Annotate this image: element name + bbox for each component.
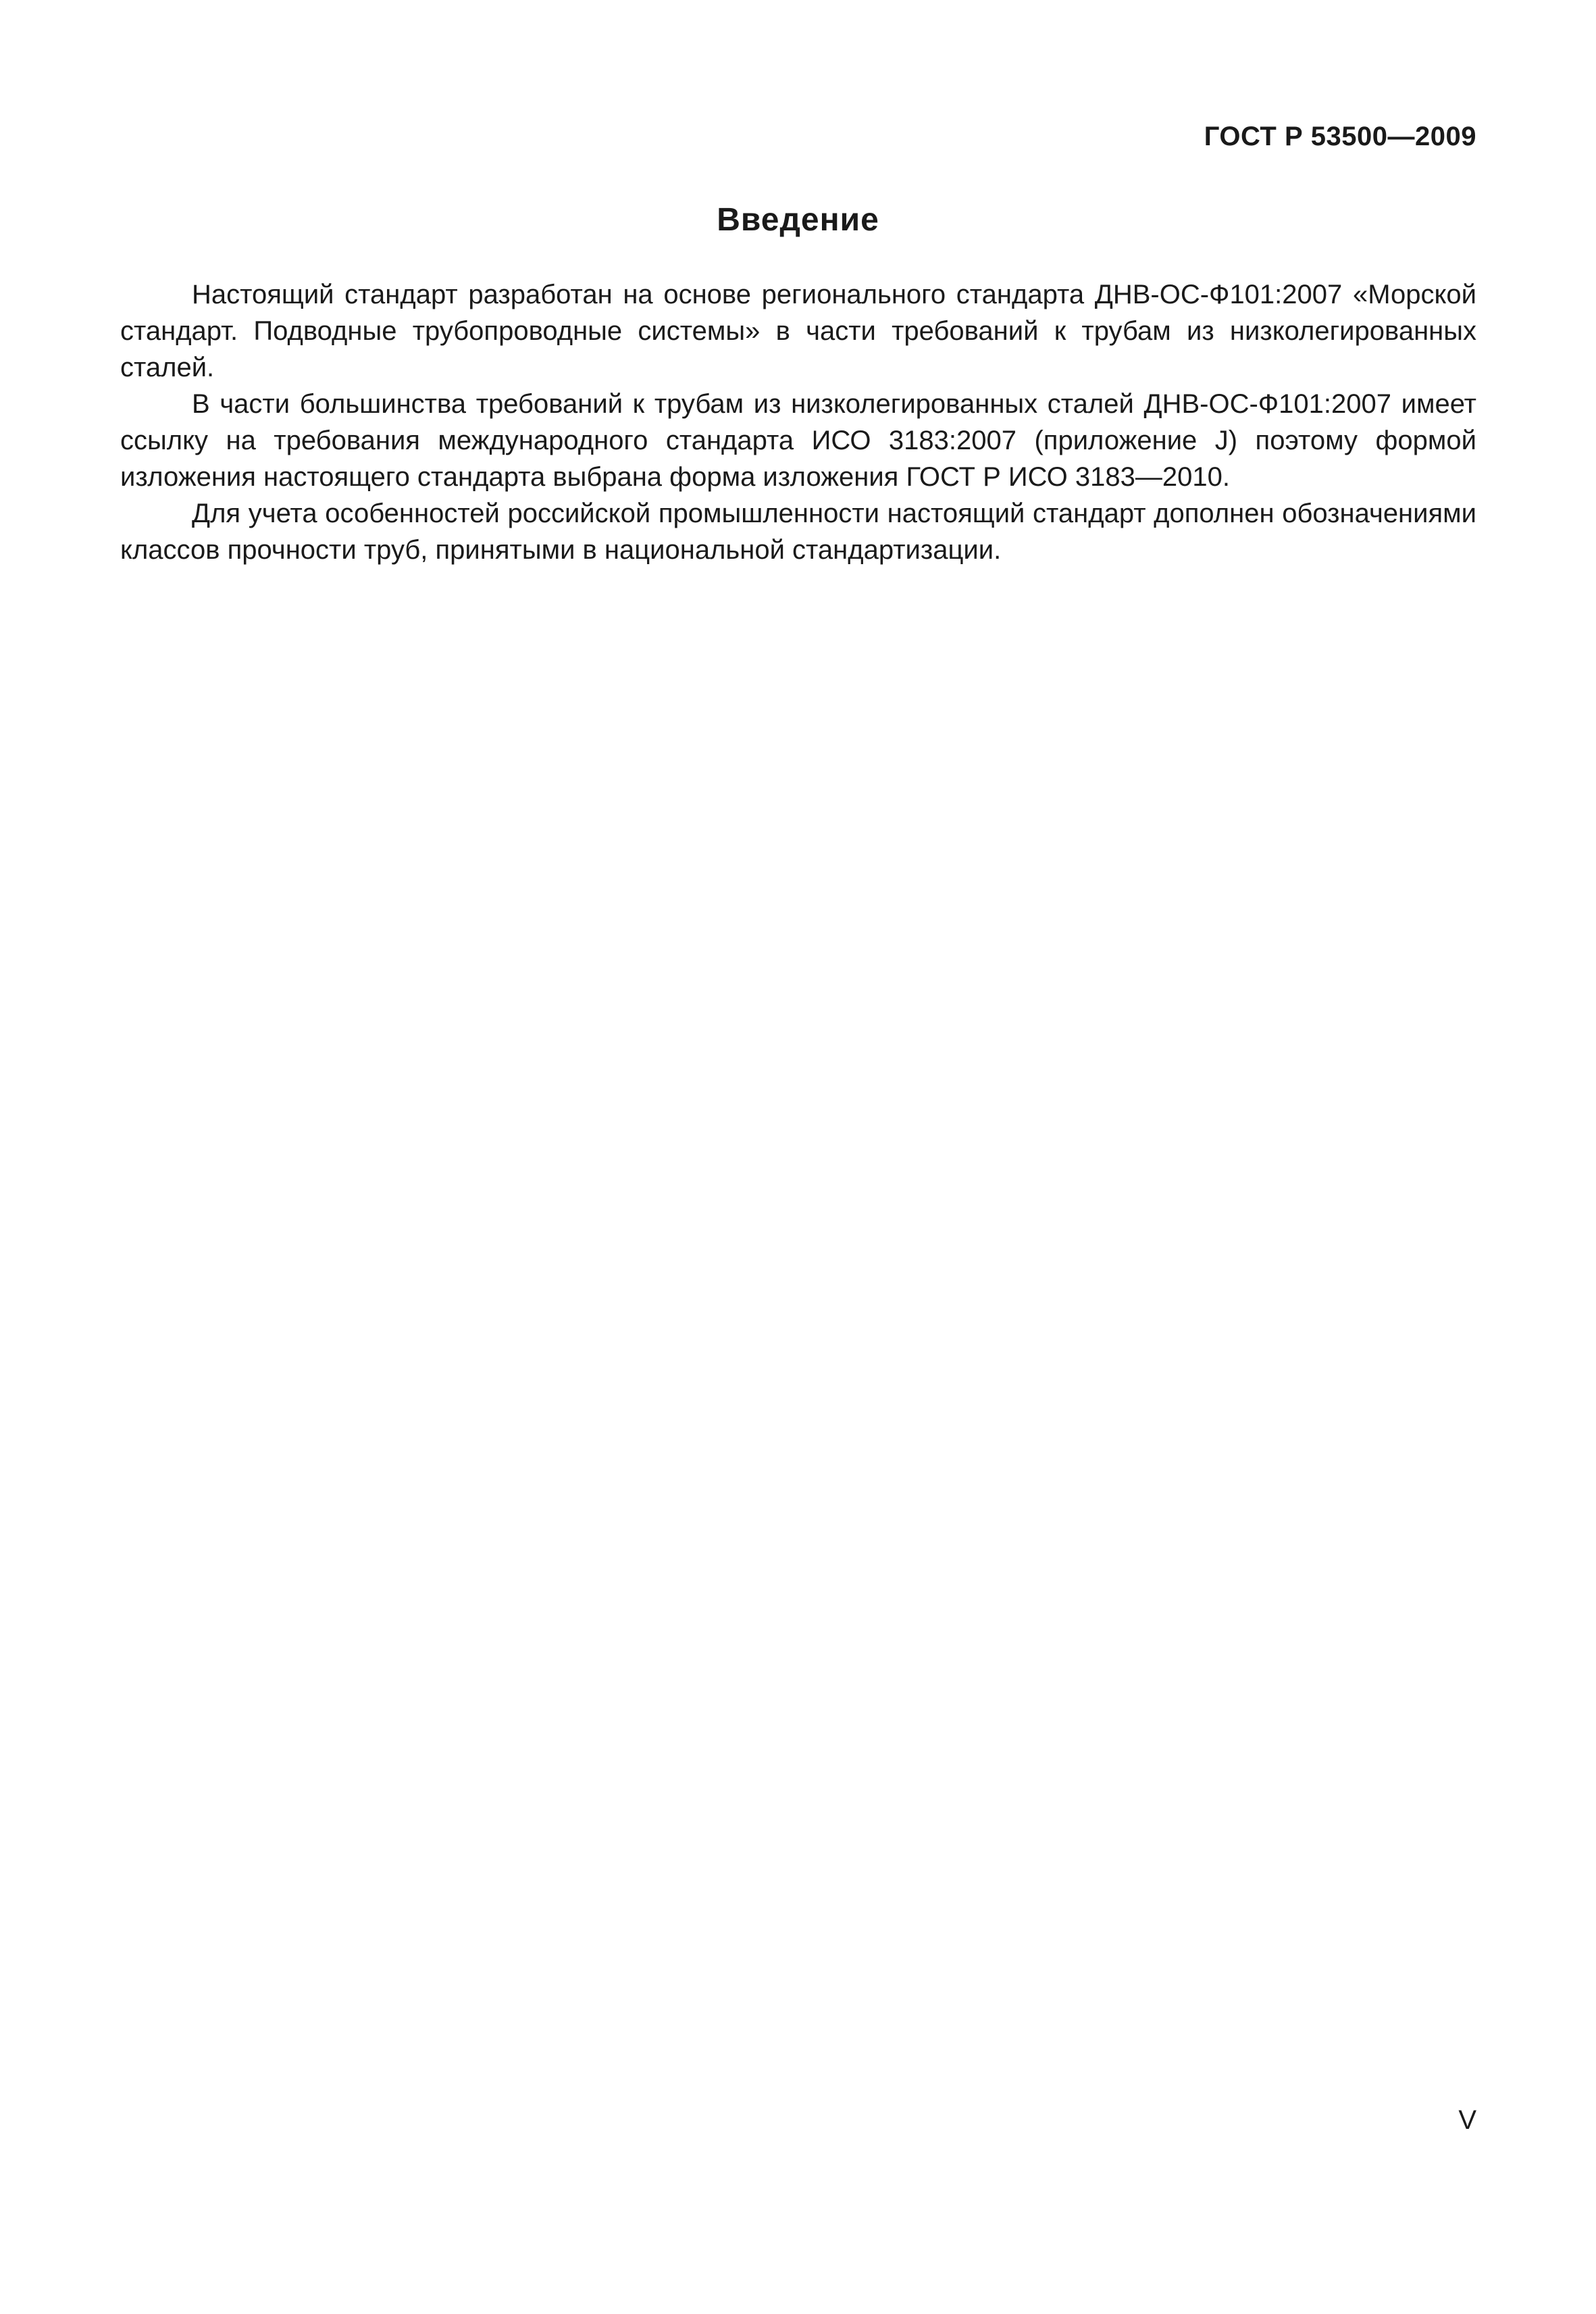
section-body	[120, 276, 1476, 568]
body-paragraph: В части большинства требований к трубам из низколегированных сталей ДНВ-ОС-Ф101:2007 имеет ссылку на требования международного стандарта ИСО 3183:2007 (приложение J) поэтому формой изложения настоящего стандарта выбрана форма изложения ГОСТ Р ИСО 3183—2010.	[120, 389, 1476, 492]
body-paragraph: Для учета особенностей российской промышленности настоящий стандарт дополнен обозначениями классов прочности труб, принятыми в национальной стандартизации.	[120, 499, 1476, 565]
page-number: V	[1458, 2105, 1476, 2135]
body-paragraph: Настоящий стандарт разработан на основе регионального стандарта ДНВ-ОС-Ф101:2007 «Морской стандарт. Подводные трубопроводные системы» в части требований к трубам из низколегированных сталей.	[120, 280, 1476, 382]
section-title: Введение	[717, 202, 879, 238]
document-code-header: ГОСТ Р 53500—2009	[1204, 122, 1476, 151]
